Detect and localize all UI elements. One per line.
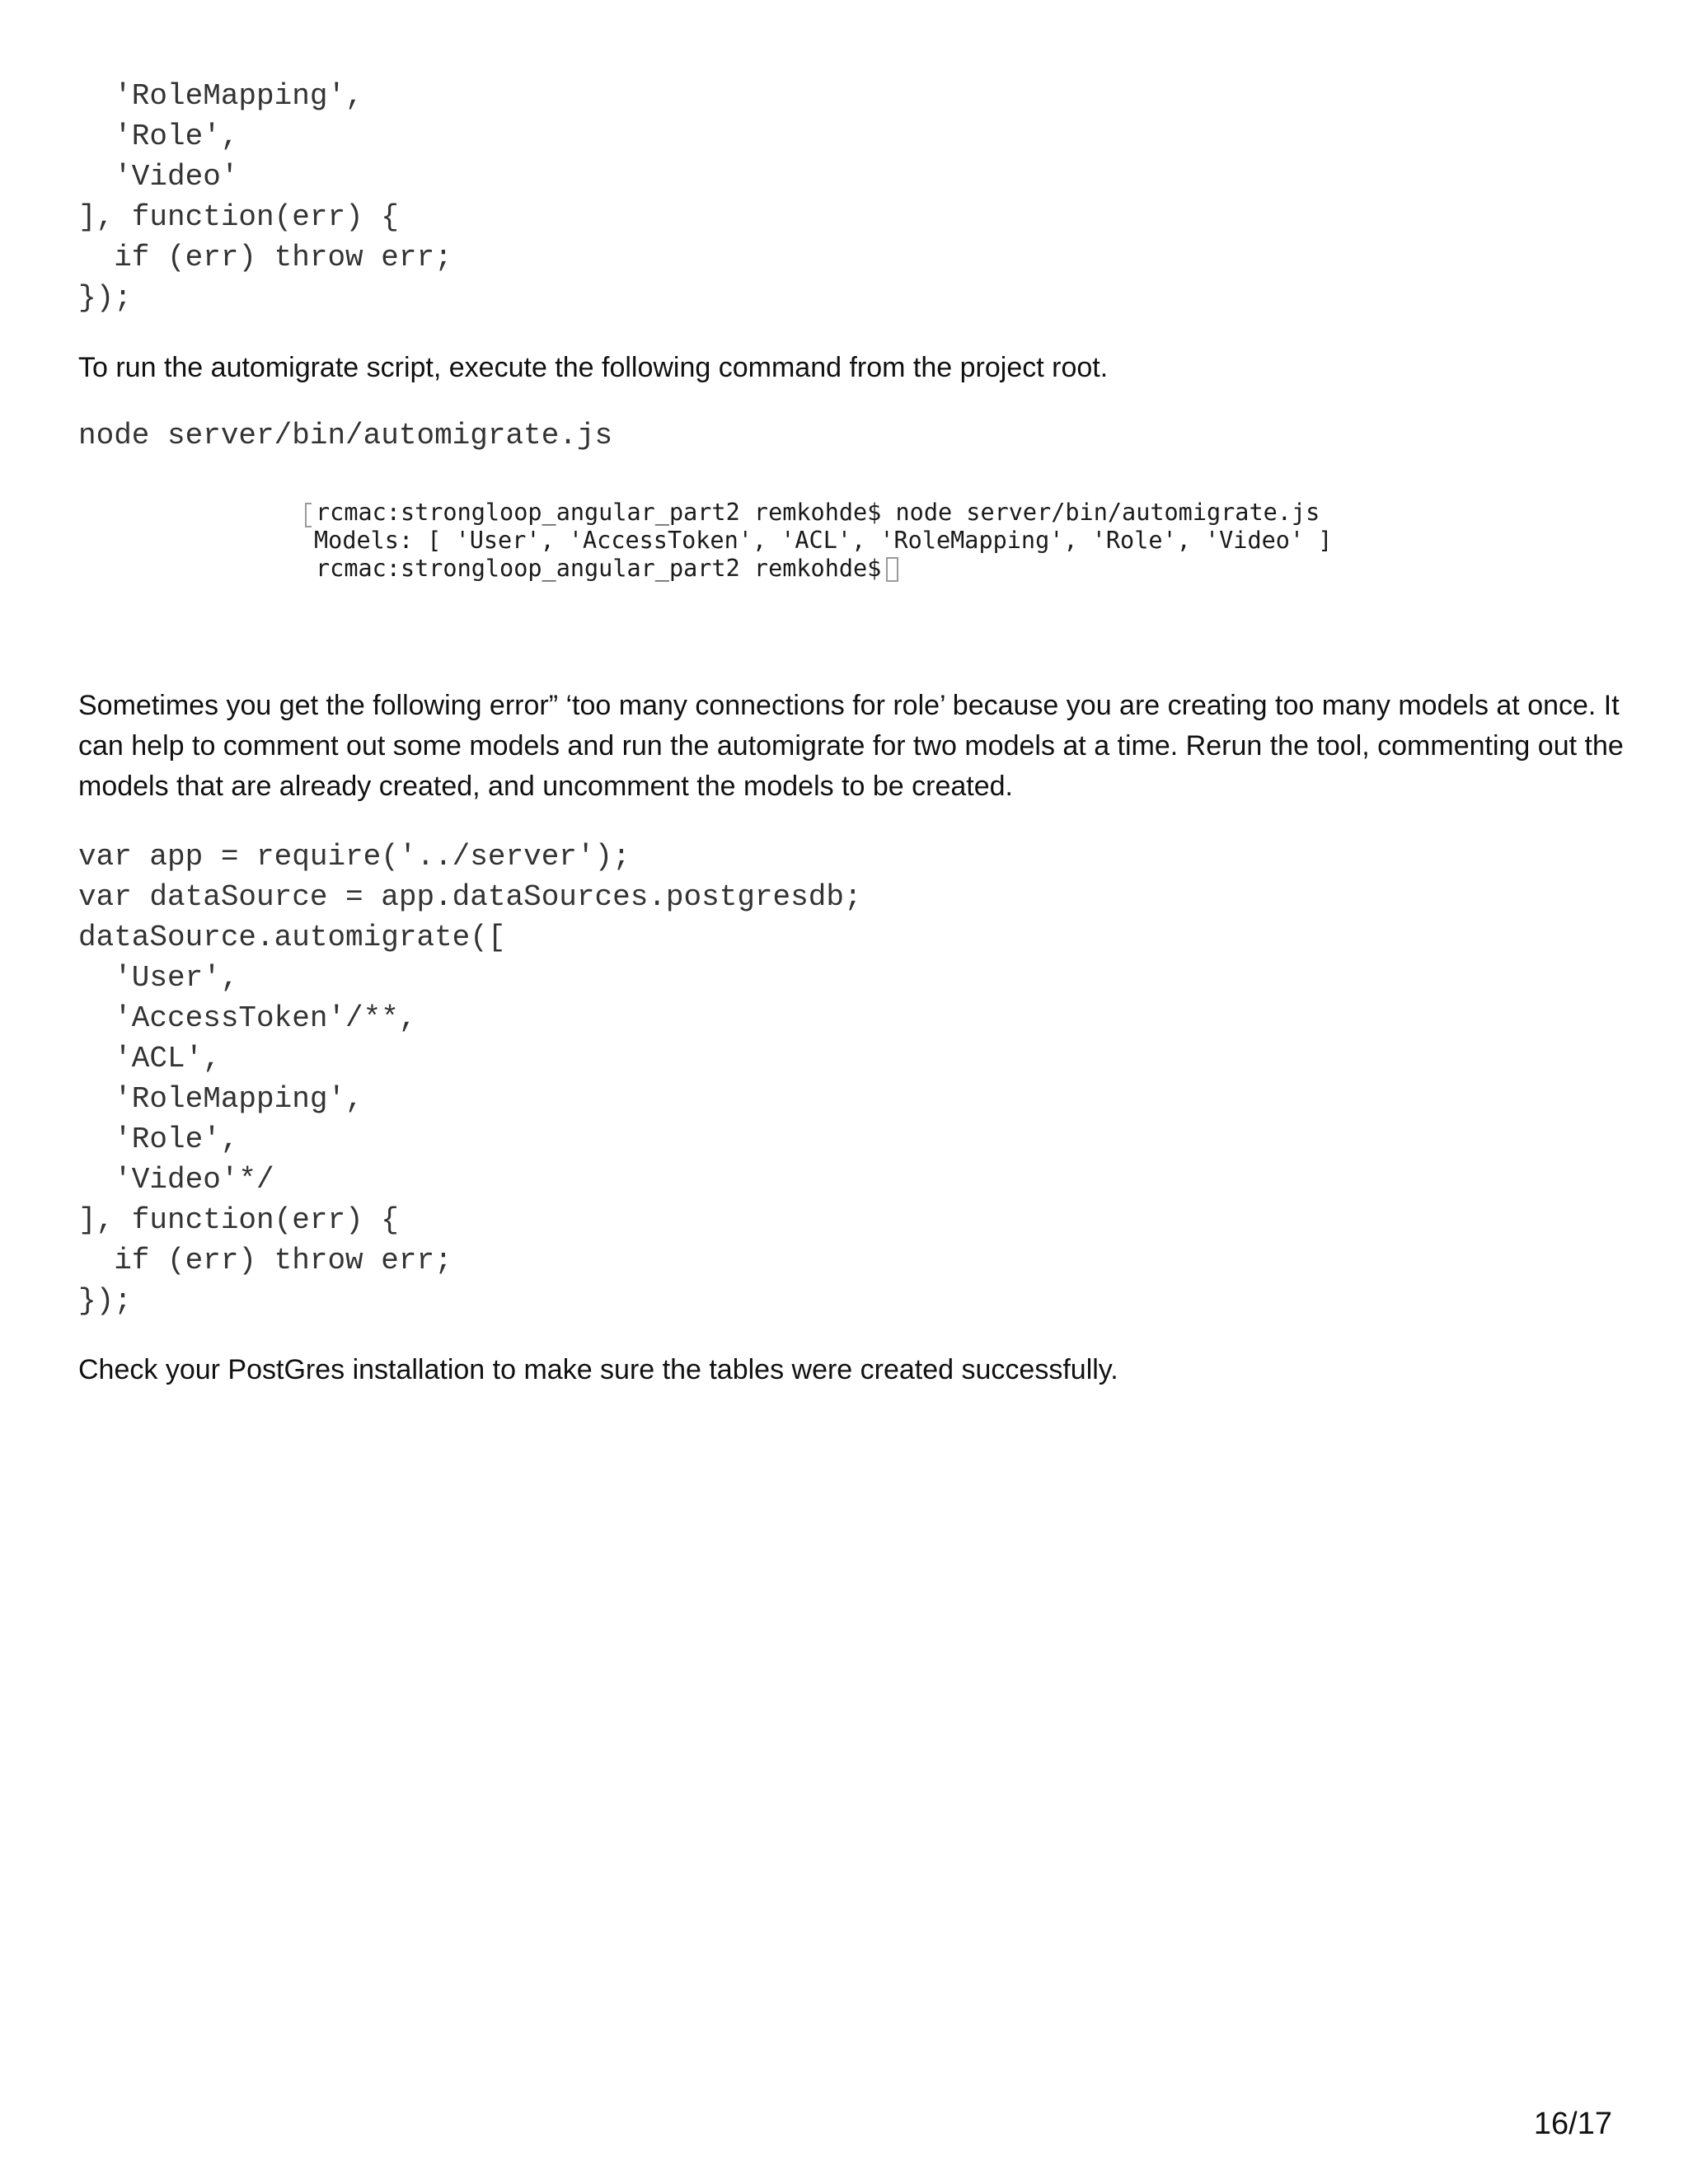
code-line: 'RoleMapping', [78,79,363,113]
code-line: dataSource.automigrate([ [78,921,506,954]
terminal-final-prompt-line [316,555,898,583]
terminal-selection-bracket [305,503,312,527]
code-line: 'User', [78,961,239,995]
code-block-migration-tail [78,76,452,318]
paragraph-check-installation: Check your PostGres installation to make sure the tables were created successfully. [78,1354,1118,1385]
terminal-models-line: Models: [ 'User', 'AccessToken', 'ACL', 'RoleMapping', 'Role', 'Video' ] [314,527,1333,554]
code-line: 'Role', [78,1122,239,1156]
code-line: 'ACL', [78,1042,221,1076]
code-line: ], function(err) { [78,200,399,234]
code-line: if (err) throw err; [78,241,452,274]
paragraph-run-instructions: To run the automigrate script, execute the following command from the project root. [78,352,1109,383]
code-line: 'Video'*/ [78,1163,274,1197]
terminal-cursor-icon [886,557,898,582]
code-line: 'Role', [78,120,239,153]
paragraph-error-explanation: Sometimes you get the following error” ‘too many connections for role’ because you are creating too many models at once. It can help to comment out some models and run the automigrate for two models at a time. Rerun the tool, commenting out the models that are already created, and uncomment the models to be created. [78,690,1624,802]
code-line: if (err) throw err; [78,1244,452,1277]
code-line: node server/bin/automigrate.js [78,419,613,452]
code-line: var dataSource = app.dataSources.postgresdb; [78,880,862,914]
terminal-prompt-line: rcmac:strongloop_angular_part2 remkohde$ node server/bin/automigrate.js [316,499,1320,526]
code-line: }); [78,1284,132,1318]
page-number: 16/17 [1533,2107,1612,2141]
code-line: var app = require('../server'); [78,840,631,874]
code-block-automigrate [78,837,862,1321]
code-line: }); [78,281,132,315]
code-line: 'RoleMapping', [78,1082,363,1116]
code-block-command [78,415,612,456]
code-line: 'Video' [78,160,239,194]
code-line: 'AccessToken'/**, [78,1001,417,1035]
terminal-screenshot [305,498,1401,597]
code-line: ], function(err) { [78,1203,399,1237]
terminal-final-prompt: rcmac:strongloop_angular_part2 remkohde$ [316,555,882,582]
